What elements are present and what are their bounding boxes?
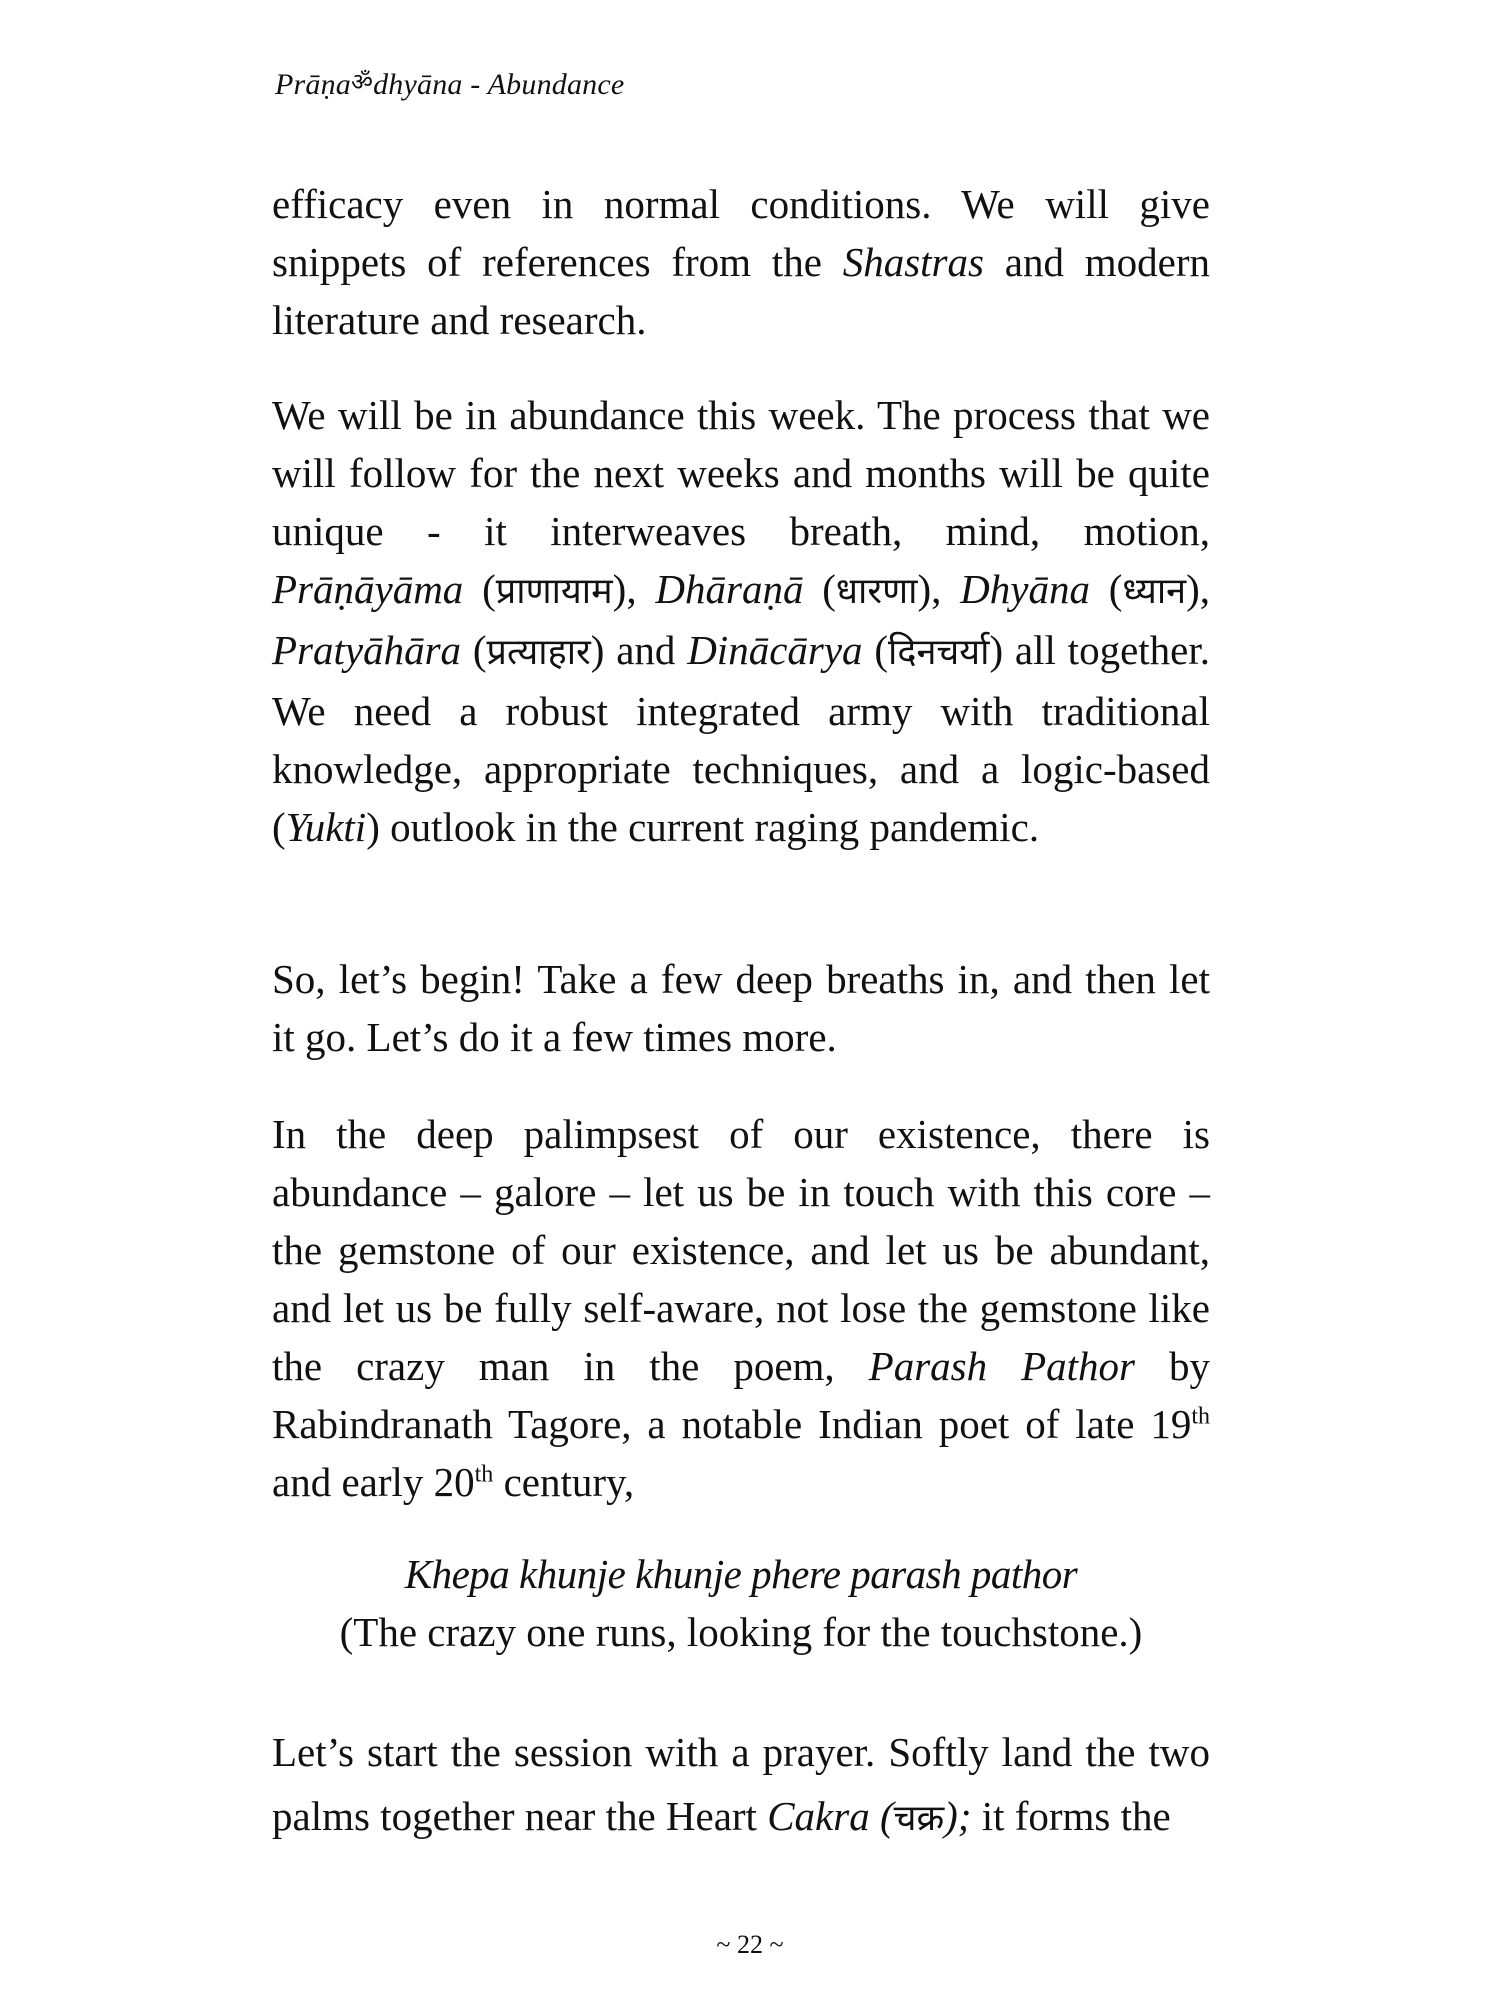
dharana-term: Dhāraṇā xyxy=(655,566,804,612)
paragraph-1 xyxy=(272,175,1210,349)
yukti-term: Yukti xyxy=(285,804,367,850)
paragraph-1-text-a: efficacy even in normal conditions. We will give snippets of references from the xyxy=(272,181,1210,285)
dhyana-devanagari: ध्यान xyxy=(1122,571,1187,612)
superscript-th-1: th xyxy=(1191,1403,1210,1430)
om-symbol: ॐ xyxy=(351,70,374,96)
paragraph-4-text-d: century, xyxy=(493,1459,635,1505)
pranayama-devanagari: प्राणायाम xyxy=(495,571,613,612)
verse-quote xyxy=(272,1545,1210,1661)
paragraph-5-text-a: Let’s start the session with a prayer. Softly land the two palms together near the Heart xyxy=(272,1729,1210,1839)
paragraph-2-text-b: all together. We need a robust integrated army with traditional knowledge, appropriate techniques, and a logic-based ( xyxy=(272,627,1210,850)
running-header xyxy=(275,68,624,102)
paragraph-4 xyxy=(272,1105,1210,1511)
superscript-th-2: th xyxy=(474,1461,494,1488)
pratyahara-devanagari: प्रत्याहार xyxy=(486,632,591,673)
paragraph-1-text-b: and modern literature and research. xyxy=(272,239,1210,343)
page-number: ~ 22 ~ xyxy=(716,1930,784,1959)
paragraph-4-text-c: and early 20 xyxy=(272,1459,475,1505)
cakra-devanagari: चक्र xyxy=(893,1798,945,1839)
paragraph-5 xyxy=(272,1720,1210,1851)
paragraph-2: We will be in abundance this week. The process that we will follow for the next weeks and months will be quite unique - it interweaves breath, mind, motion, Prāṇāyāma (प्राणायाम), Dhāraṇā (धारणा), Dhyāna (ध्यान), Pratyāhāra (प्रत्याहार) and Dinācārya (दिनचर्या) all together. We need a robust integrated army with traditional knowledge, appropriate techniques, and a logic-based (Yukti) outlook in the current raging pandemic. xyxy=(272,392,1211,850)
paragraph-4-text-a: In the deep palimpsest of our existence, there is abundance – galore – let us be in touch with this core – the gemstone of our existence, and let us be abundant, and let us be fully self-aware, not lose the gemstone like the crazy man in the poem, xyxy=(272,1111,1210,1389)
shastras-term: Shastras xyxy=(842,239,984,285)
verse-line-1: Khepa khunje khunje phere parash pathor xyxy=(404,1551,1078,1597)
dinacarya-term: Dinācārya xyxy=(687,627,863,673)
pratyahara-term: Pratyāhāra xyxy=(272,627,462,673)
paragraph-2-text-c: ) outlook in the current raging pandemic. xyxy=(366,804,1040,850)
paragraph-5-text-b: it forms the xyxy=(971,1793,1171,1839)
dhyana-term: Dhyāna xyxy=(960,566,1090,612)
close-paren: ); xyxy=(944,1793,972,1839)
dharana-devanagari: धारणा xyxy=(835,571,918,612)
and-word: and xyxy=(604,627,688,673)
pranayama-term: Prāṇāyāma xyxy=(272,566,464,612)
paragraph-4-text-b: by Rabindranath Tagore, a notable Indian poet of late 19 xyxy=(272,1343,1211,1447)
cakra-term: Cakra xyxy=(767,1793,870,1839)
header-title-part1: Prāṇa xyxy=(275,68,351,101)
poem-title: Parash Pathor xyxy=(868,1343,1136,1389)
open-paren: ( xyxy=(869,1793,894,1839)
header-title-part2: dhyāna - Abundance xyxy=(373,68,625,101)
verse-line-2: (The crazy one runs, looking for the touchstone.) xyxy=(339,1609,1143,1655)
paragraph-3: So, let’s begin! Take a few deep breaths in, and then let it go. Let’s do it a few times more. xyxy=(272,956,1210,1060)
dinacarya-devanagari: दिनचर्या xyxy=(888,632,990,673)
paragraph-2-text-a: We will be in abundance this week. The process that we will follow for the next weeks and months will be quite unique - it interweaves breath, mind, motion, xyxy=(272,392,1210,554)
